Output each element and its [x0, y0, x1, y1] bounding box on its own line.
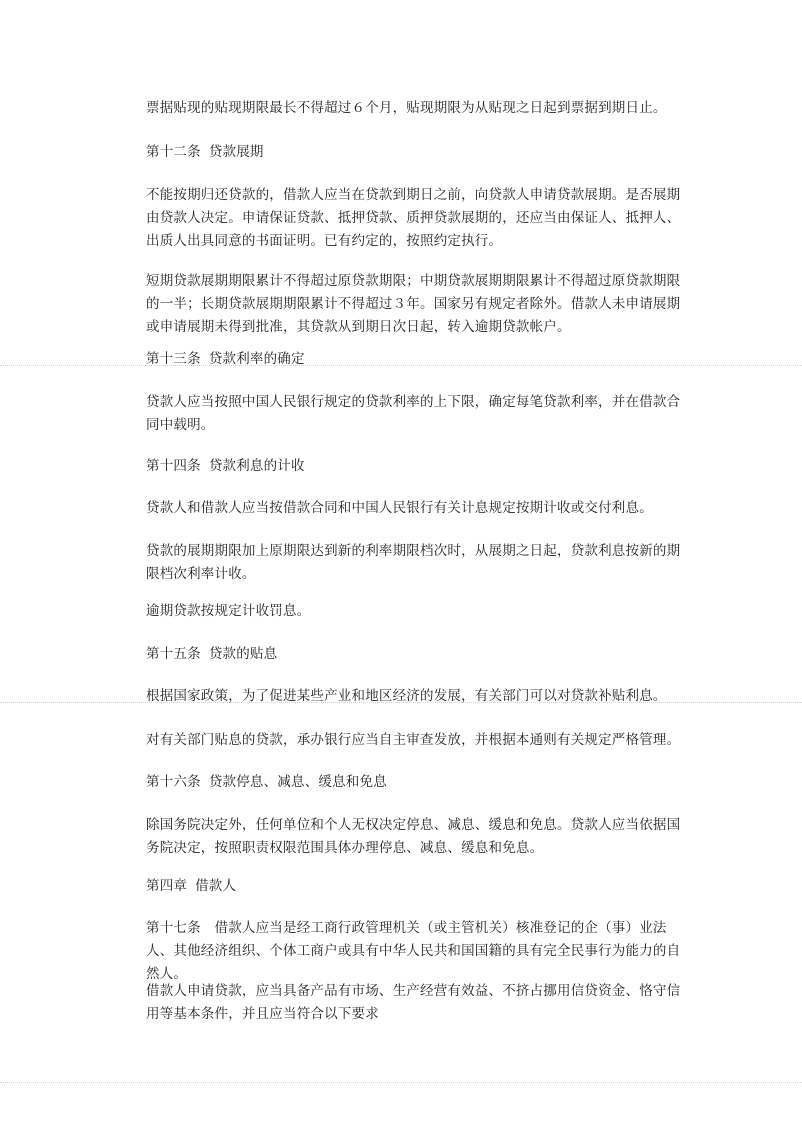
paragraph-borrower-conditions: 借款人申请贷款，应当具备产品有市场、生产经营有效益、不挤占挪用信贷资金、恪守信用等基本条件，并且应当符合以下要求 [146, 983, 681, 1022]
article-number: 第十六条 [146, 774, 201, 790]
article-title: 贷款利率的确定 [208, 351, 305, 367]
paragraph-extension-rate: 贷款的展期期限加上原期限达到新的利率期限档次时，从展期之日起，贷款利息按新的期限档次利率计收。 [146, 543, 681, 582]
article-15-heading [146, 643, 277, 666]
chapter-4-heading [146, 875, 236, 898]
paragraph-subsidy-management: 对有关部门贴息的贷款，承办银行应当自主审查发放，并根据本通则有关规定严格管理。 [146, 732, 681, 748]
paragraph-article-17: 第十七条 借款人应当是经工商行政管理机关（或主管机关）核准登记的企（事）业法人、其他经济组织、个体工商户或具有中华人民共和国国籍的具有完全民事行为能力的自然人。 [146, 920, 681, 982]
article-number: 第十四条 [146, 458, 201, 474]
paragraph-extension-limits: 短期贷款展期期限累计不得超过原贷款期限；中期贷款展期期限累计不得超过原贷款期限的一半；长期贷款展期期限累计不得超过３年。国家另有规定者除外。借款人未申请展期或申请展期未得到批准，其贷款从到期日次日起，转入逾期贷款帐户。 [146, 273, 681, 335]
article-12-heading [146, 141, 264, 164]
article-title: 贷款展期 [208, 144, 264, 160]
article-title: 贷款利息的计收 [208, 458, 305, 474]
paragraph-interest-waiver: 除国务院决定外，任何单位和个人无权决定停息、减息、缓息和免息。贷款人应当依据国务院决定，按照职责权限范围具体办理停息、减息、缓息和免息。 [146, 817, 681, 856]
paragraph-extension-application: 不能按期归还贷款的，借款人应当在贷款到期日之前，向贷款人申请贷款展期。是否展期由贷款人决定。申请保证贷款、抵押贷款、质押贷款展期的，还应当由保证人、抵押人、出质人出具同意的书面证明。已有约定的，按照约定执行。 [146, 187, 681, 249]
paragraph-subsidy-policy: 根据国家政策，为了促进某些产业和地区经济的发展，有关部门可以对贷款补贴利息。 [146, 688, 667, 704]
article-number: 第十三条 [146, 351, 201, 367]
article-16-heading [146, 771, 387, 794]
article-14-heading [146, 455, 305, 478]
paragraph-discount-term: 票据贴现的贴现期限最长不得超过６个月，贴现期限为从贴现之日起到票据到期日止。 [146, 100, 667, 116]
article-number: 第十二条 [146, 144, 201, 160]
chapter-number: 第四章 [146, 878, 188, 894]
paragraph-interest-collection: 贷款人和借款人应当按借款合同和中国人民银行有关计息规定按期计收或交付利息。 [146, 500, 653, 516]
article-title: 贷款停息、减息、缓息和免息 [208, 774, 387, 790]
paragraph-overdue-penalty: 逾期贷款按规定计收罚息。 [146, 603, 311, 619]
article-title: 贷款的贴息 [208, 646, 278, 662]
article-13-heading [146, 348, 305, 371]
paragraph-interest-rate: 贷款人应当按照中国人民银行规定的贷款利率的上下限，确定每笔贷款利率，并在借款合同中载明。 [146, 394, 681, 433]
article-number: 第十五条 [146, 646, 201, 662]
chapter-title: 借款人 [195, 878, 237, 894]
divider [0, 1082, 802, 1083]
divider [0, 365, 802, 366]
